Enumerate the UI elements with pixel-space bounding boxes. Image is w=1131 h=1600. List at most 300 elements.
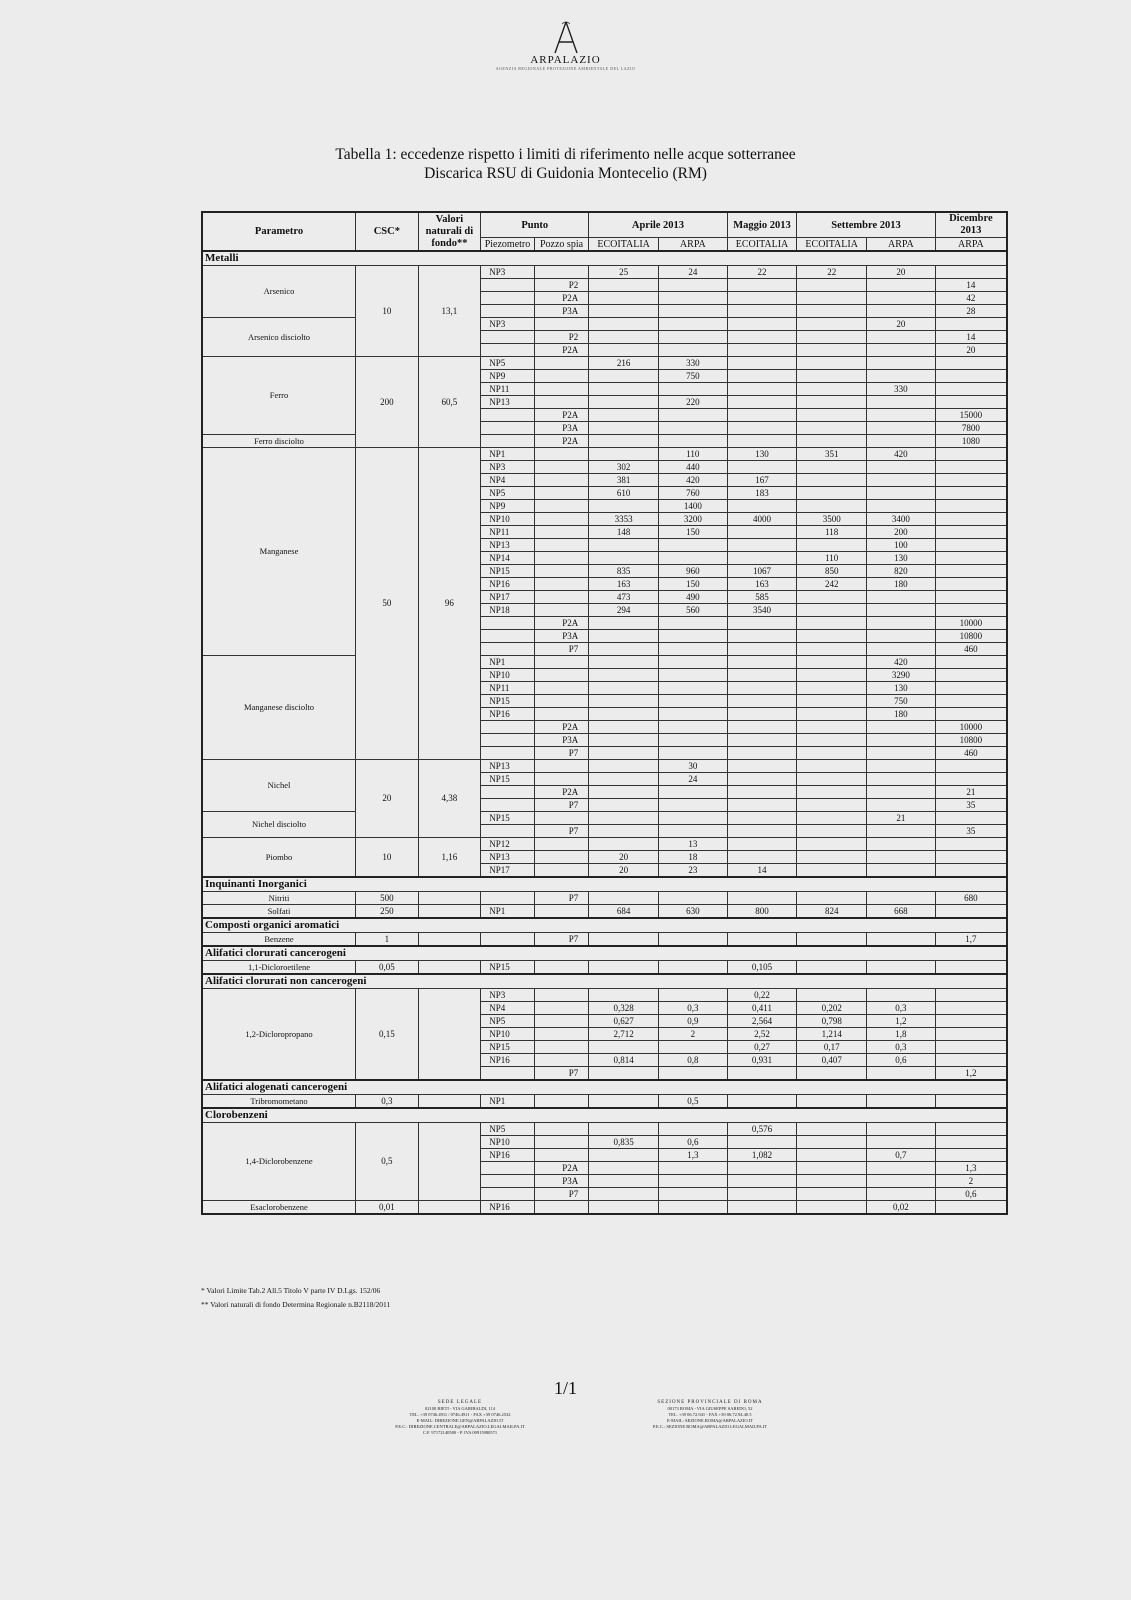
table-row: [202, 933, 1007, 947]
cell-pozzo-spia: [534, 1041, 589, 1054]
cell-aprile-arpa: [658, 435, 727, 448]
cell-aprile-arpa: 150: [658, 526, 727, 539]
cell-fondo: [418, 961, 481, 975]
cell-aprile-ecoitalia: [589, 409, 659, 422]
cell-settembre-arpa: [867, 474, 936, 487]
cell-settembre-arpa: 420: [867, 656, 936, 669]
cell-maggio-ecoitalia: 4000: [727, 513, 797, 526]
cell-aprile-arpa: 0,9: [658, 1015, 727, 1028]
cell-settembre-arpa: [867, 786, 936, 799]
cell-piezometro: [481, 892, 535, 905]
cell-aprile-arpa: 150: [658, 578, 727, 591]
cell-piezometro: NP15: [481, 565, 535, 578]
cell-dicembre-arpa: [935, 552, 1007, 565]
cell-aprile-ecoitalia: [589, 989, 659, 1002]
cell-settembre-arpa: [867, 422, 936, 435]
cell-settembre-ecoitalia: [797, 409, 867, 422]
cell-settembre-ecoitalia: [797, 864, 867, 878]
cell-parametro: Nitriti: [202, 892, 356, 905]
footer-right-heading: SEZIONE PROVINCIALE DI ROMA: [657, 1400, 763, 1405]
cell-aprile-arpa: [658, 1188, 727, 1201]
cell-pozzo-spia: [534, 318, 589, 331]
cell-piezometro: NP16: [481, 708, 535, 721]
cell-maggio-ecoitalia: 14: [727, 864, 797, 878]
cell-aprile-arpa: 18: [658, 851, 727, 864]
cell-settembre-ecoitalia: [797, 799, 867, 812]
header-csc: CSC*: [356, 212, 419, 251]
cell-settembre-arpa: 0,02: [867, 1201, 936, 1215]
cell-settembre-ecoitalia: [797, 734, 867, 747]
cell-piezometro: NP9: [481, 370, 535, 383]
cell-aprile-arpa: 0,5: [658, 1095, 727, 1109]
cell-piezometro: NP15: [481, 695, 535, 708]
footer-section-address: [605, 1400, 815, 1430]
cell-dicembre-arpa: [935, 396, 1007, 409]
cell-dicembre-arpa: [935, 1028, 1007, 1041]
cell-dicembre-arpa: [935, 1054, 1007, 1067]
cell-piezometro: [481, 305, 535, 318]
cell-dicembre-arpa: 10000: [935, 617, 1007, 630]
cell-aprile-ecoitalia: 0,328: [589, 1002, 659, 1015]
section-row: [202, 1108, 1007, 1123]
table-row: [202, 961, 1007, 975]
cell-aprile-ecoitalia: [589, 656, 659, 669]
cell-pozzo-spia: [534, 989, 589, 1002]
cell-dicembre-arpa: [935, 682, 1007, 695]
cell-piezometro: NP3: [481, 989, 535, 1002]
cell-pozzo-spia: P7: [534, 1188, 589, 1201]
cell-maggio-ecoitalia: [727, 682, 797, 695]
cell-aprile-ecoitalia: [589, 1067, 659, 1081]
cell-settembre-arpa: [867, 461, 936, 474]
table-row: [202, 1201, 1007, 1215]
cell-aprile-arpa: [658, 318, 727, 331]
cell-fondo: [418, 1123, 481, 1201]
cell-dicembre-arpa: [935, 604, 1007, 617]
cell-dicembre-arpa: [935, 1015, 1007, 1028]
cell-pozzo-spia: [534, 961, 589, 975]
cell-pozzo-spia: P3A: [534, 305, 589, 318]
cell-settembre-ecoitalia: [797, 344, 867, 357]
cell-pozzo-spia: [534, 565, 589, 578]
cell-dicembre-arpa: [935, 591, 1007, 604]
cell-aprile-arpa: 1,3: [658, 1149, 727, 1162]
cell-fondo: [418, 1095, 481, 1109]
footer-right-line: E-MAIL: SEZIONE.ROMA@ARPALAZIO.IT: [666, 1418, 754, 1423]
cell-piezometro: [481, 786, 535, 799]
org-subtitle: AGENZIA REGIONALE PROTEZIONE AMBIENTALE DEL LAZIO: [495, 66, 636, 71]
cell-settembre-ecoitalia: [797, 812, 867, 825]
cell-settembre-arpa: 100: [867, 539, 936, 552]
cell-maggio-ecoitalia: 585: [727, 591, 797, 604]
cell-piezometro: NP5: [481, 487, 535, 500]
header-dicembre: Dicembre 2013: [935, 212, 1007, 238]
cell-maggio-ecoitalia: 3540: [727, 604, 797, 617]
cell-piezometro: NP13: [481, 539, 535, 552]
cell-maggio-ecoitalia: 0,105: [727, 961, 797, 975]
cell-aprile-ecoitalia: 0,835: [589, 1136, 659, 1149]
cell-settembre-ecoitalia: [797, 292, 867, 305]
cell-settembre-arpa: 180: [867, 708, 936, 721]
cell-settembre-arpa: [867, 747, 936, 760]
cell-dicembre-arpa: [935, 578, 1007, 591]
cell-pozzo-spia: P2A: [534, 721, 589, 734]
cell-dicembre-arpa: 1,7: [935, 933, 1007, 947]
cell-parametro: Nichel disciolto: [202, 812, 356, 838]
cell-aprile-ecoitalia: [589, 892, 659, 905]
cell-piezometro: NP1: [481, 656, 535, 669]
cell-aprile-arpa: [658, 409, 727, 422]
cell-pozzo-spia: [534, 357, 589, 370]
cell-dicembre-arpa: [935, 773, 1007, 786]
cell-maggio-ecoitalia: 183: [727, 487, 797, 500]
footer-legal-address: [355, 1400, 565, 1436]
cell-dicembre-arpa: [935, 1002, 1007, 1015]
cell-settembre-arpa: 130: [867, 682, 936, 695]
cell-settembre-ecoitalia: [797, 747, 867, 760]
cell-piezometro: NP13: [481, 396, 535, 409]
cell-maggio-ecoitalia: [727, 773, 797, 786]
cell-dicembre-arpa: 10800: [935, 630, 1007, 643]
table-row: [202, 1123, 1007, 1136]
cell-aprile-arpa: 23: [658, 864, 727, 878]
cell-settembre-arpa: 180: [867, 578, 936, 591]
cell-aprile-arpa: [658, 656, 727, 669]
cell-settembre-ecoitalia: [797, 604, 867, 617]
cell-settembre-arpa: [867, 721, 936, 734]
cell-csc: 1: [356, 933, 419, 947]
cell-fondo: 96: [418, 448, 481, 760]
header-aprile: Aprile 2013: [589, 212, 727, 238]
cell-piezometro: NP5: [481, 357, 535, 370]
cell-dicembre-arpa: 20: [935, 344, 1007, 357]
cell-dicembre-arpa: 28: [935, 305, 1007, 318]
cell-settembre-ecoitalia: [797, 1201, 867, 1215]
table-row: [202, 448, 1007, 461]
cell-settembre-ecoitalia: [797, 1095, 867, 1109]
cell-pozzo-spia: P2A: [534, 344, 589, 357]
cell-settembre-ecoitalia: [797, 760, 867, 773]
cell-dicembre-arpa: 42: [935, 292, 1007, 305]
cell-aprile-arpa: [658, 1175, 727, 1188]
cell-pozzo-spia: [534, 552, 589, 565]
cell-maggio-ecoitalia: [727, 760, 797, 773]
cell-settembre-arpa: [867, 851, 936, 864]
table-row: [202, 357, 1007, 370]
cell-piezometro: NP16: [481, 1054, 535, 1067]
cell-aprile-arpa: 2: [658, 1028, 727, 1041]
footer-right-line: TEL. +39 06.72.941 - FAX +39 06.72.94.40.5: [668, 1412, 752, 1417]
cell-settembre-arpa: [867, 933, 936, 947]
title-line-1: Tabella 1: eccedenze rispetto i limiti di riferimento nelle acque sotterranee: [335, 146, 796, 163]
cell-piezometro: NP16: [481, 1201, 535, 1215]
cell-piezometro: [481, 933, 535, 947]
cell-aprile-ecoitalia: [589, 1041, 659, 1054]
cell-piezometro: NP10: [481, 1028, 535, 1041]
header-ecoitalia: ECOITALIA: [589, 238, 659, 252]
cell-settembre-arpa: [867, 864, 936, 878]
cell-aprile-ecoitalia: [589, 799, 659, 812]
cell-piezometro: NP1: [481, 1095, 535, 1109]
cell-aprile-ecoitalia: 0,627: [589, 1015, 659, 1028]
section-title: Metalli: [202, 251, 1007, 266]
cell-aprile-ecoitalia: [589, 961, 659, 975]
cell-dicembre-arpa: [935, 474, 1007, 487]
cell-settembre-arpa: [867, 292, 936, 305]
cell-piezometro: [481, 1162, 535, 1175]
cell-aprile-ecoitalia: [589, 747, 659, 760]
cell-csc: 250: [356, 905, 419, 919]
cell-settembre-arpa: [867, 825, 936, 838]
cell-pozzo-spia: [534, 591, 589, 604]
cell-csc: 500: [356, 892, 419, 905]
cell-dicembre-arpa: [935, 1123, 1007, 1136]
cell-piezometro: NP17: [481, 864, 535, 878]
cell-settembre-ecoitalia: [797, 1188, 867, 1201]
section-row: [202, 918, 1007, 933]
cell-dicembre-arpa: [935, 838, 1007, 851]
cell-settembre-arpa: [867, 487, 936, 500]
cell-aprile-ecoitalia: [589, 422, 659, 435]
cell-maggio-ecoitalia: [727, 344, 797, 357]
cell-maggio-ecoitalia: [727, 1136, 797, 1149]
cell-maggio-ecoitalia: [727, 1095, 797, 1109]
cell-piezometro: [481, 643, 535, 656]
cell-maggio-ecoitalia: [727, 461, 797, 474]
cell-pozzo-spia: [534, 487, 589, 500]
cell-parametro: Piombo: [202, 838, 356, 878]
cell-settembre-arpa: [867, 591, 936, 604]
cell-piezometro: NP4: [481, 1002, 535, 1015]
cell-piezometro: [481, 292, 535, 305]
cell-piezometro: NP17: [481, 591, 535, 604]
cell-piezometro: NP10: [481, 669, 535, 682]
cell-maggio-ecoitalia: [727, 526, 797, 539]
cell-aprile-ecoitalia: [589, 1201, 659, 1215]
cell-parametro: Esaclorobenzene: [202, 1201, 356, 1215]
cell-csc: 10: [356, 266, 419, 357]
cell-maggio-ecoitalia: [727, 292, 797, 305]
arpalazio-logo-icon: [546, 20, 586, 56]
cell-csc: 0,15: [356, 989, 419, 1081]
cell-dicembre-arpa: 10800: [935, 734, 1007, 747]
cell-settembre-arpa: 668: [867, 905, 936, 919]
cell-aprile-ecoitalia: [589, 682, 659, 695]
footer-right-line: 00173 ROMA - VIA GIUSEPPE SAREDO, 52: [667, 1406, 753, 1411]
cell-settembre-ecoitalia: [797, 708, 867, 721]
cell-pozzo-spia: [534, 682, 589, 695]
cell-aprile-ecoitalia: 610: [589, 487, 659, 500]
cell-aprile-arpa: 110: [658, 448, 727, 461]
cell-csc: 0,01: [356, 1201, 419, 1215]
table-row: [202, 435, 1007, 448]
cell-aprile-ecoitalia: [589, 500, 659, 513]
cell-settembre-arpa: [867, 344, 936, 357]
cell-piezometro: NP13: [481, 851, 535, 864]
cell-piezometro: NP5: [481, 1123, 535, 1136]
cell-maggio-ecoitalia: 130: [727, 448, 797, 461]
cell-settembre-ecoitalia: 22: [797, 266, 867, 279]
cell-pozzo-spia: [534, 773, 589, 786]
cell-settembre-ecoitalia: [797, 461, 867, 474]
cell-pozzo-spia: P7: [534, 747, 589, 760]
cell-piezometro: NP18: [481, 604, 535, 617]
cell-aprile-ecoitalia: [589, 331, 659, 344]
cell-aprile-arpa: [658, 552, 727, 565]
cell-settembre-ecoitalia: [797, 892, 867, 905]
cell-aprile-ecoitalia: 473: [589, 591, 659, 604]
cell-maggio-ecoitalia: 167: [727, 474, 797, 487]
cell-settembre-arpa: 1,8: [867, 1028, 936, 1041]
cell-aprile-ecoitalia: [589, 1188, 659, 1201]
cell-pozzo-spia: P7: [534, 825, 589, 838]
cell-aprile-ecoitalia: [589, 773, 659, 786]
cell-aprile-arpa: [658, 721, 727, 734]
cell-aprile-arpa: 220: [658, 396, 727, 409]
cell-fondo: [418, 989, 481, 1081]
cell-aprile-ecoitalia: 835: [589, 565, 659, 578]
cell-dicembre-arpa: [935, 266, 1007, 279]
cell-dicembre-arpa: [935, 357, 1007, 370]
cell-dicembre-arpa: 460: [935, 643, 1007, 656]
cell-pozzo-spia: [534, 383, 589, 396]
cell-dicembre-arpa: [935, 526, 1007, 539]
cell-settembre-ecoitalia: 118: [797, 526, 867, 539]
cell-maggio-ecoitalia: [727, 747, 797, 760]
cell-settembre-arpa: [867, 396, 936, 409]
cell-settembre-arpa: [867, 1188, 936, 1201]
cell-settembre-ecoitalia: [797, 961, 867, 975]
cell-aprile-arpa: [658, 799, 727, 812]
cell-csc: 0,5: [356, 1123, 419, 1201]
cell-maggio-ecoitalia: [727, 825, 797, 838]
cell-csc: 20: [356, 760, 419, 838]
cell-fondo: 1,16: [418, 838, 481, 878]
cell-aprile-arpa: [658, 825, 727, 838]
cell-settembre-arpa: [867, 734, 936, 747]
cell-fondo: 4,38: [418, 760, 481, 838]
cell-settembre-ecoitalia: 0,407: [797, 1054, 867, 1067]
cell-aprile-ecoitalia: [589, 1149, 659, 1162]
cell-settembre-arpa: [867, 279, 936, 292]
cell-settembre-ecoitalia: [797, 318, 867, 331]
cell-parametro: Arsenico disciolto: [202, 318, 356, 357]
cell-dicembre-arpa: [935, 1201, 1007, 1215]
cell-aprile-ecoitalia: [589, 630, 659, 643]
cell-aprile-ecoitalia: [589, 643, 659, 656]
cell-settembre-arpa: 3290: [867, 669, 936, 682]
cell-aprile-ecoitalia: [589, 448, 659, 461]
title-line-2: Discarica RSU di Guidonia Montecelio (RM): [424, 165, 707, 182]
cell-aprile-ecoitalia: [589, 812, 659, 825]
cell-maggio-ecoitalia: [727, 799, 797, 812]
cell-parametro: Benzene: [202, 933, 356, 947]
cell-pozzo-spia: [534, 864, 589, 878]
cell-aprile-ecoitalia: [589, 825, 659, 838]
cell-piezometro: NP11: [481, 682, 535, 695]
cell-aprile-arpa: [658, 1067, 727, 1081]
section-row: [202, 877, 1007, 892]
cell-settembre-arpa: [867, 799, 936, 812]
page-number: 1/1: [553, 1378, 577, 1398]
cell-maggio-ecoitalia: [727, 1188, 797, 1201]
cell-piezometro: [481, 721, 535, 734]
cell-aprile-arpa: 0,8: [658, 1054, 727, 1067]
cell-aprile-arpa: [658, 734, 727, 747]
cell-dicembre-arpa: 21: [935, 786, 1007, 799]
cell-maggio-ecoitalia: 1067: [727, 565, 797, 578]
cell-settembre-arpa: [867, 435, 936, 448]
cell-dicembre-arpa: 2: [935, 1175, 1007, 1188]
cell-settembre-arpa: 0,3: [867, 1002, 936, 1015]
cell-pozzo-spia: [534, 370, 589, 383]
cell-maggio-ecoitalia: [727, 695, 797, 708]
cell-piezometro: NP13: [481, 760, 535, 773]
cell-pozzo-spia: [534, 526, 589, 539]
cell-dicembre-arpa: [935, 864, 1007, 878]
cell-aprile-arpa: [658, 1041, 727, 1054]
cell-piezometro: [481, 1067, 535, 1081]
cell-aprile-arpa: [658, 422, 727, 435]
cell-settembre-arpa: [867, 409, 936, 422]
cell-aprile-ecoitalia: 684: [589, 905, 659, 919]
cell-settembre-arpa: [867, 1162, 936, 1175]
cell-maggio-ecoitalia: [727, 1201, 797, 1215]
cell-piezometro: NP9: [481, 500, 535, 513]
cell-settembre-arpa: [867, 617, 936, 630]
cell-pozzo-spia: [534, 1095, 589, 1109]
cell-settembre-ecoitalia: [797, 1162, 867, 1175]
cell-settembre-ecoitalia: 1,214: [797, 1028, 867, 1041]
cell-settembre-ecoitalia: [797, 1175, 867, 1188]
cell-pozzo-spia: [534, 812, 589, 825]
footer-left-heading: SEDE LEGALE: [437, 1400, 483, 1405]
section-title: Alifatici alogenati cancerogeni: [202, 1080, 1007, 1095]
cell-settembre-ecoitalia: 3500: [797, 513, 867, 526]
cell-piezometro: [481, 1188, 535, 1201]
org-name: ARPALAZIO: [530, 54, 601, 66]
section-title: Composti organici aromatici: [202, 918, 1007, 933]
section-row: [202, 946, 1007, 961]
cell-dicembre-arpa: [935, 905, 1007, 919]
cell-dicembre-arpa: [935, 513, 1007, 526]
cell-aprile-ecoitalia: 216: [589, 357, 659, 370]
cell-aprile-arpa: 760: [658, 487, 727, 500]
cell-maggio-ecoitalia: [727, 669, 797, 682]
cell-aprile-ecoitalia: [589, 721, 659, 734]
cell-dicembre-arpa: [935, 669, 1007, 682]
cell-maggio-ecoitalia: [727, 357, 797, 370]
cell-aprile-ecoitalia: 381: [589, 474, 659, 487]
section-title: Alifatici clorurati non cancerogeni: [202, 974, 1007, 989]
cell-settembre-ecoitalia: [797, 539, 867, 552]
cell-maggio-ecoitalia: [727, 422, 797, 435]
cell-parametro: Manganese disciolto: [202, 656, 356, 760]
cell-aprile-ecoitalia: [589, 708, 659, 721]
cell-maggio-ecoitalia: [727, 409, 797, 422]
cell-dicembre-arpa: 14: [935, 331, 1007, 344]
cell-dicembre-arpa: [935, 708, 1007, 721]
cell-settembre-arpa: [867, 370, 936, 383]
cell-settembre-ecoitalia: [797, 989, 867, 1002]
cell-pozzo-spia: [534, 656, 589, 669]
cell-settembre-arpa: 130: [867, 552, 936, 565]
cell-aprile-arpa: [658, 1162, 727, 1175]
cell-settembre-ecoitalia: [797, 838, 867, 851]
cell-piezometro: NP15: [481, 812, 535, 825]
cell-settembre-arpa: [867, 604, 936, 617]
cell-pozzo-spia: [534, 1149, 589, 1162]
